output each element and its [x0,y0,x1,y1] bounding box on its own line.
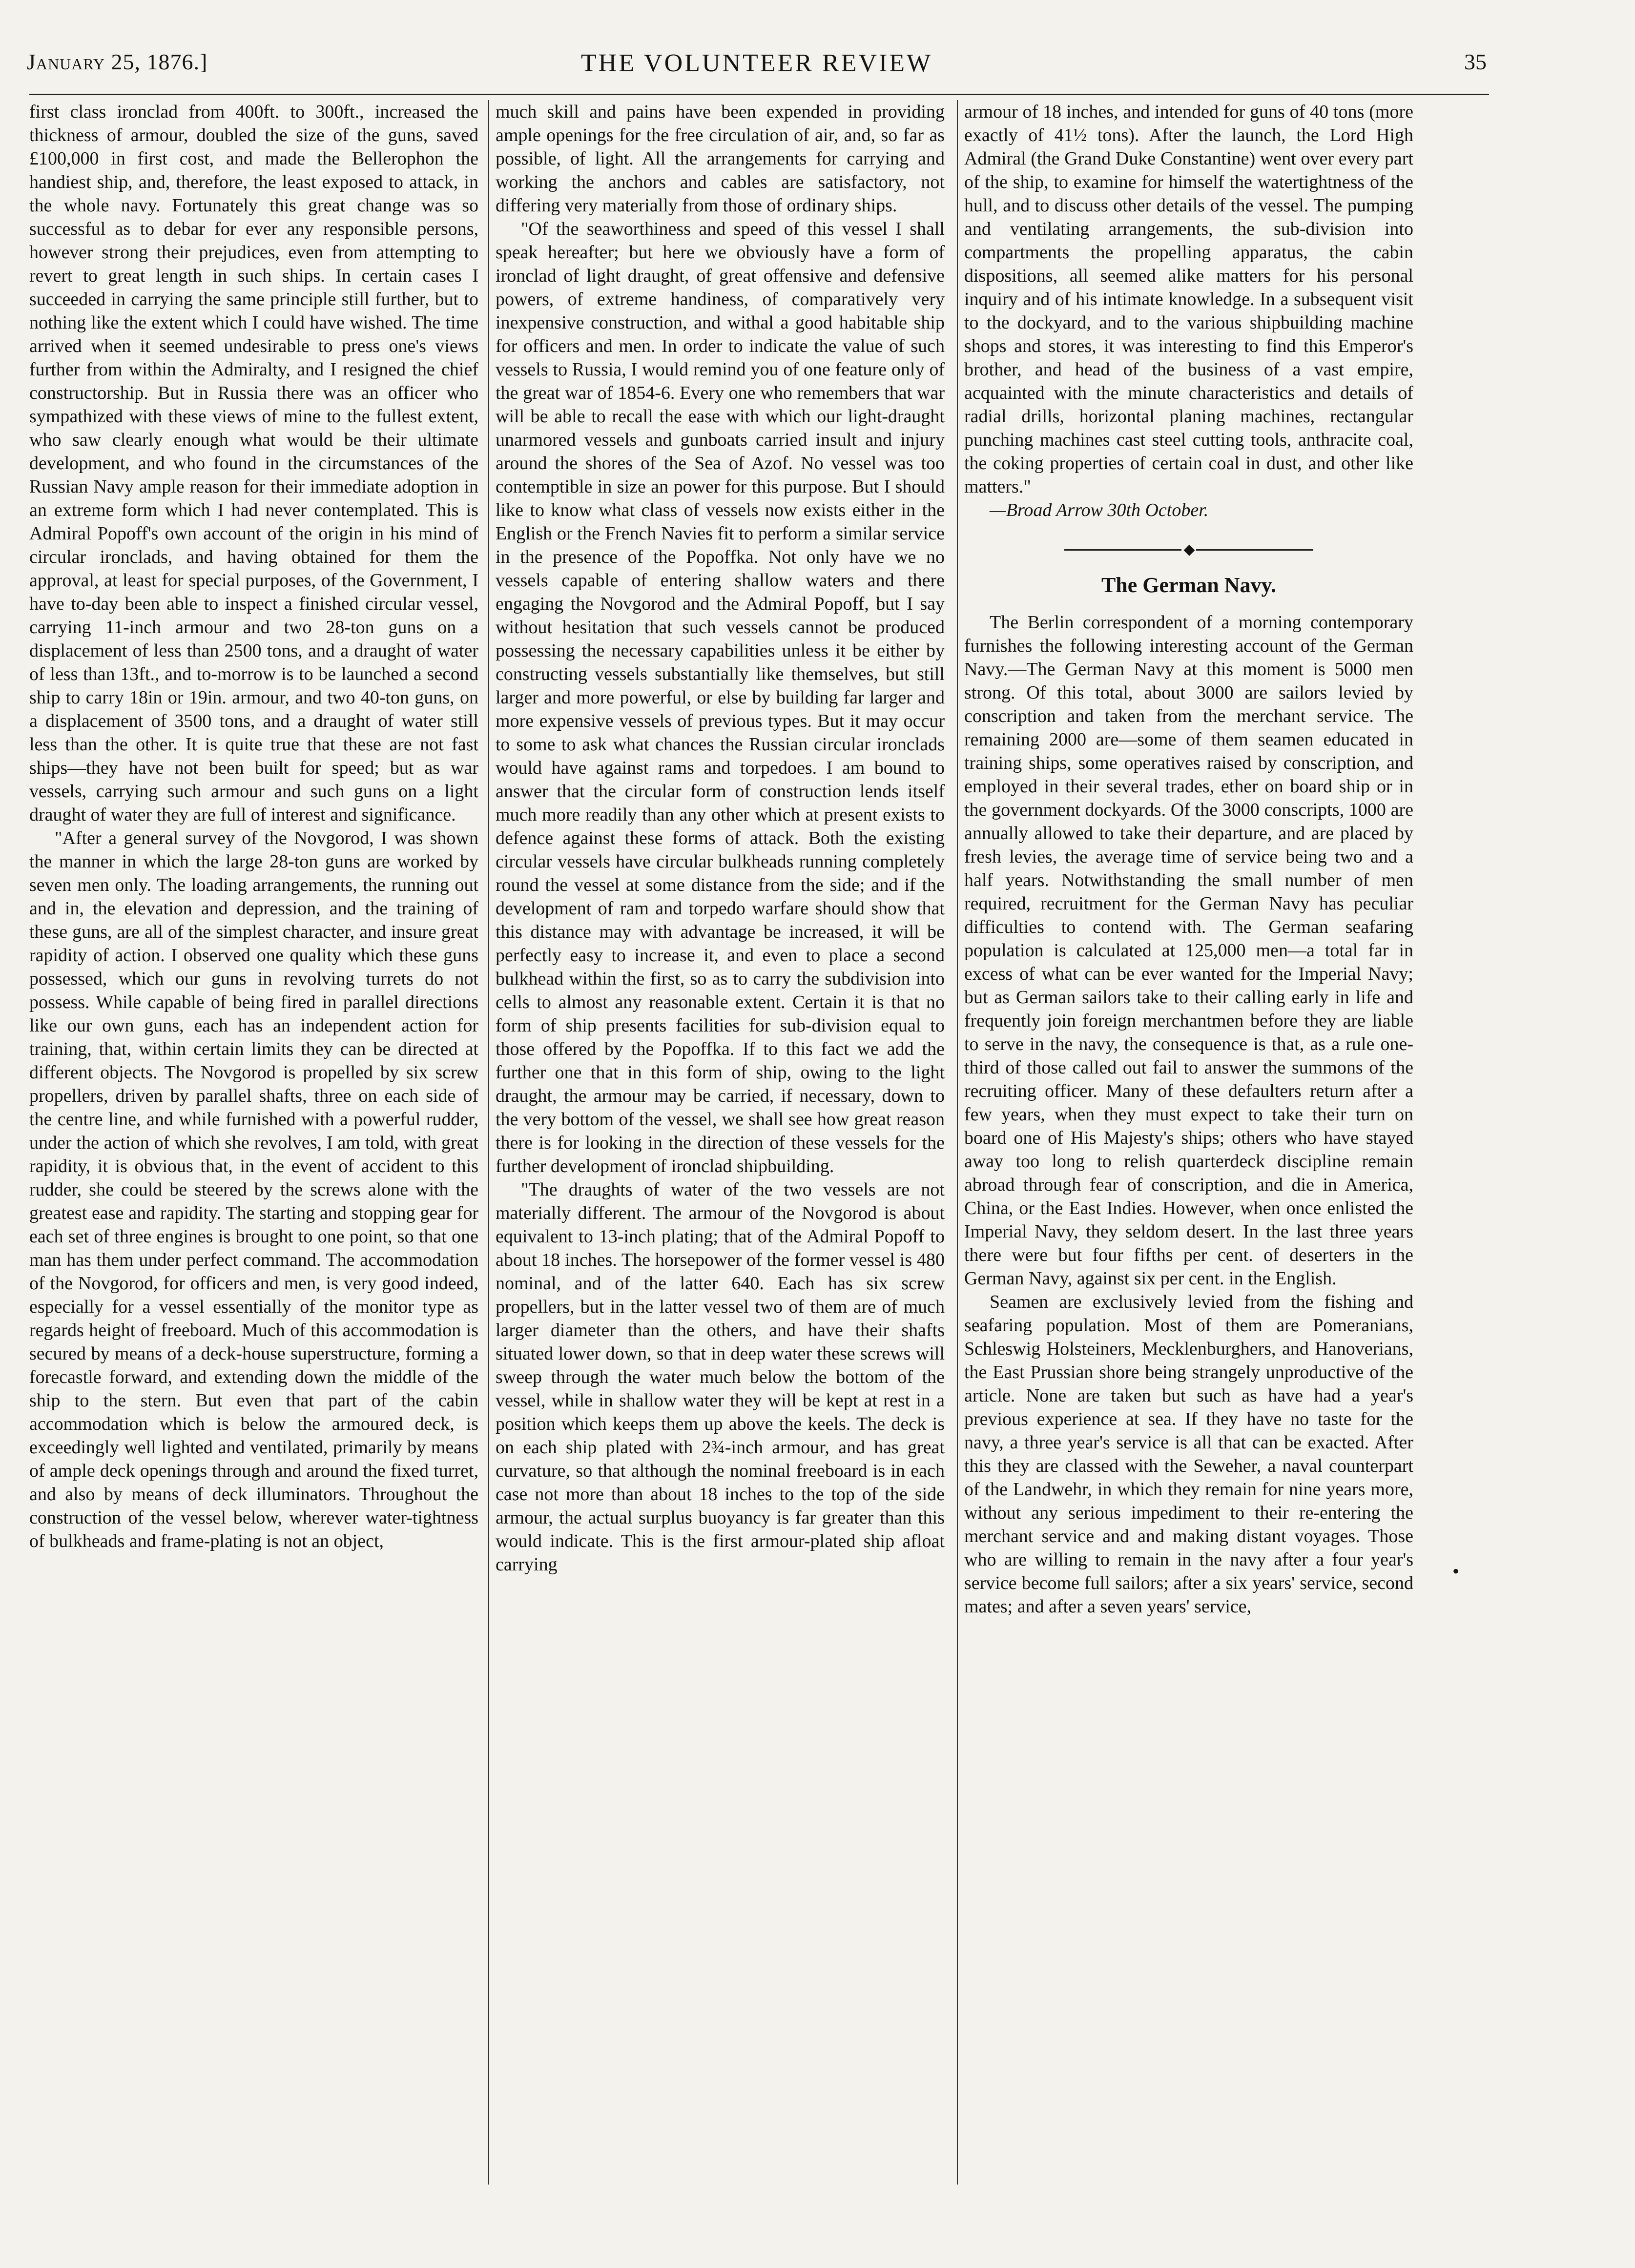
column-3-paragraph: The Berlin correspondent of a morning contemporary furnishes the following interesting account of the German Navy.—The German Navy at this moment is 5000 men strong. Of this total, about 3000 are sailors levied by conscription and taken from the merchant service. The remaining 2000 are—some of them seamen educated in training ships, some operatives raised by conscription, and employed in their several trades, ether on board ship or in the government dockyards. Of the 3000 conscripts, 1000 are annually allowed to take their departure, and are placed by fresh levies, the average time of service being two and a half years. Notwithstanding the small number of men required, recruitment for the German Navy has peculiar difficulties to contend with. The German seafaring population is calculated at 125,000 men—a total far in excess of what can be ever wanted for the Imperial Navy; but as German sailors take to their calling early in life and frequently join foreign merchantmen before they are liable to serve in the navy, the consequence is that, as a rule one-third of those called out fail to answer the summons of the recruiting officer. Many of these defaulters return after a few years, when they must expect to take their turn on board one of His Majesty's ships; others who have stayed away too long to relish quarterdeck discipline remain abroad through fear of conscription, and die in America, China, or the East Indies. However, when once enlisted the Imperial Navy, they seldom desert. In the last three years there were but four fifths per cent. of deserters in the German Navy, against six per cent. in the English. [964,612,1413,1289]
page-number: 35 [1464,49,1487,74]
column-2-paragraph: "Of the seaworthiness and speed of this vessel I shall speak hereafter; but here we obviously have a form of ironclad of light draught, of great offensive and defensive powers, of extreme handiness, of comparatively very inexpensive construction, and withal a good habitable ship for officers and men. In order to indicate the value of such vessels to Russia, I would remind you of one feature only of the great war of 1854-6. Every one who remembers that war will be able to recall the ease with which our light-draught unarmored vessels and gunboats carried insult and injury around the shores of the Sea of Azof. No vessel was too contemptible in size an power for this purpose. But I should like to know what class of vessels now exists either in the English or the French Navies fit to perform a similar service in the presence of the Popoffka. Not only have we no vessels capable of entering shallow waters and there engaging the Novgorod and the Admiral Popoff, but I say without hesitation that such vessels cannot be produced possessing the necessary capabilities unless it be either by constructing vessels substantially like themselves, but still larger and more powerful, or else by building far larger and more expensive vessels of previous types. But it may occur to some to ask what chances the Russian circular ironclads would have against rams and torpedoes. I am bound to answer that the circular form of construction lends itself much more readily than any other which at present exists to defence against these forms of attack. Both the existing circular vessels have circular bulkheads running completely round the vessel at some distance from the side; and if the development of ram and torpedo warfare should show that this distance may with advantage be increased, it will be perfectly easy to increase it, and even to place a second bulkhead within the first, so as to carry the subdivision into cells to almost any reasonable extent. Certain it is that no form of ship presents facilities for sub-division equal to those offered by the Popoffka. If to this fact we add the further one that in this form of ship, owing to the light draught, the armour may be carried, if necessary, down to the very bottom of the vessel, we shall see how great reason there is for looking in the direction of these vessels for the further development of ironclad shipbuilding. [496,219,945,1176]
margin-dot-icon: • [1452,1560,1460,1582]
column-2-paragraph: much skill and pains have been expended in providing ample openings for the free circulation of air, and, so far as possible, of light. All the arrangements for carrying and working the anchors and cables are satisfactory, not differing very materially from those of ordinary ships. [496,102,945,216]
column-3-paragraph: Seamen are exclusively levied from the fishing and seafaring population. Most of them are Pomeranians, Schleswig Holsteiners, Mecklenburghers, and Hanoverians, the East Prussian shore being strangely unproductive of the article. None are taken but such as have had a year's previous experience at sea. If they have no taste for the navy, a three year's service is all that can be exacted. After this they are classed with the Seweher, a naval counterpart of the Landwehr, in which they remain for nine years more, without any serious impediment to their re-entering the merchant service and and making distant voyages. Those who are willing to remain in the navy after a four year's service become full sailors; after a six years' service, second mates; and after a seven years' service, [964,1292,1413,1617]
column-1-paragraph: "After a general survey of the Novgorod, I was shown the manner in which the large 28-ton guns are worked by seven men only. The loading arrangements, the running out and in, the elevation and depression, and the training of these guns, are all of the simplest character, and insure great rapidity of action. I observed one quality which these guns possessed, which our guns in revolving turrets do not possess. While capable of being fired in parallel directions like our own guns, each has an independent action for training, that, within certain limits they can be directed at different objects. The Novgorod is propelled by six screw propellers, driven by parallel shafts, three on each side of the centre line, and while furnished with a powerful rudder, under the action of which she revolves, I am told, with great rapidity, it is obvious that, in the event of accident to this rudder, she could be steered by the screws alone with the greatest ease and rapidity. The starting and stopping gear for each set of three engines is brought to one point, so that one man has them under perfect command. The accommodation of the Novgorod, for officers and men, is very good indeed, especially for a vessel essentially of the monitor type as regards height of freeboard. Much of this accommodation is secured by means of a deck-house superstructure, forming a forecastle forward, and extending down the middle of the ship to the stern. But even that part of the cabin accommodation which is below the armoured deck, is exceedingly well lighted and ventilated, primarily by means of ample deck openings through and around the fixed turret, and also by means of deck illuminators. Throughout the construction of the vessel below, wherever water-tightness of bulkheads and frame-plating is not an object, [29,828,478,1551]
masthead-title: THE VOLUNTEER REVIEW [580,49,933,77]
column-rule-2 [957,100,958,2185]
issue-date: January 25, 1876.] [27,49,208,74]
article-source: —Broad Arrow 30th October. [990,500,1209,520]
header-rule [29,94,1489,95]
column-rule-1 [488,100,489,2185]
section-title-german-navy: The German Navy. [1101,573,1277,598]
column-3 [964,100,1413,2185]
column-1-paragraph: first class ironclad from 400ft. to 300ft., increased the thickness of armour, doubled the size of the guns, saved £100,000 in first cost, and made the Bellerophon the handiest ship, and, therefore, the least exposed to attack, in the whole navy. Fortunately this great change was so successful as to debar for ever any responsible persons, however strong their prejudices, even from attempting to revert to great length in such ships. In certain cases I succeeded in carrying the same principle still further, but to nothing like the extent which I could have wished. The time arrived when it seemed undesirable to press one's views further from within the Admiralty, and I resigned the chief constructorship. But in Russia there was an officer who sympathized with these views of mine to the fullest extent, who saw clearly enough what would be their ultimate development, and who found in the circumstances of the Russian Navy ample reason for their immediate adoption in an extreme form which I had never contemplated. This is Admiral Popoff's own account of the origin in his mind of circular ironclads, and having obtained for them the approval, at least for special purposes, of the Government, I have to-day been able to inspect a finished circular vessel, carrying 11-inch armour and two 28-ton guns on a displacement of less than 2500 tons, and a draught of water of less than 13ft., and to-morrow is to be launched a second ship to carry 18in or 19in. armour, and two 40-ton guns, on a displacement of 3500 tons, and a draught of water still less than the other. It is quite true that these are not fast ships—they have not been built for speed; but as war vessels, carrying such armour and such guns on a light draught of water they are full of interest and significance. [29,102,478,825]
column-2 [496,100,945,2185]
column-2-paragraph: "The draughts of water of the two vessels are not materially different. The armour of the Novgorod is about equivalent to 13-inch plating; that of the Admiral Popoff to about 18 inches. The horsepower of the former vessel is 480 nominal, and of the latter 640. Each has six screw propellers, but in the latter vessel two of them are of much larger diameter than the others, and have their shafts situated lower down, so that in deep water these screws will sweep through the water much below the bottom of the vessel, while in shallow water they will be kept at rest in a position which keeps them up above the keels. The deck is on each ship plated with 2¾-inch armour, and has great curvature, so that although the nominal freeboard is in each case not more than about 18 inches to the top of the side armour, the actual surplus buoyancy is far greater than this would indicate. This is the first armour-plated ship afloat carrying [496,1179,945,1575]
column-1 [29,100,478,2185]
page-header [27,49,1487,88]
article-divider: ◆ [964,541,1413,557]
column-3-paragraph: armour of 18 inches, and intended for guns of 40 tons (more exactly of 41½ tons). After the launch, the Lord High Admiral (the Grand Duke Constantine) went over every part of the ship, to examine for himself the watertightness of the hull, and to discuss other details of the vessel. The pumping and ventilating arrangements, the sub-division into compartments the propelling apparatus, the cabin dispositions, all seemed alike matters for his personal inquiry and of his intimate knowledge. In a subsequent visit to the dockyard, and to the various shipbuilding machine shops and stores, it was interesting to find this Emperor's brother, and head of the business of a vast empire, acquainted with the minute characteristics and details of radial drills, horizontal planing machines, rectangular punching machines cast steel cutting tools, anthracite coal, the coking properties of certain coal in dust, and other like matters." [964,102,1413,497]
